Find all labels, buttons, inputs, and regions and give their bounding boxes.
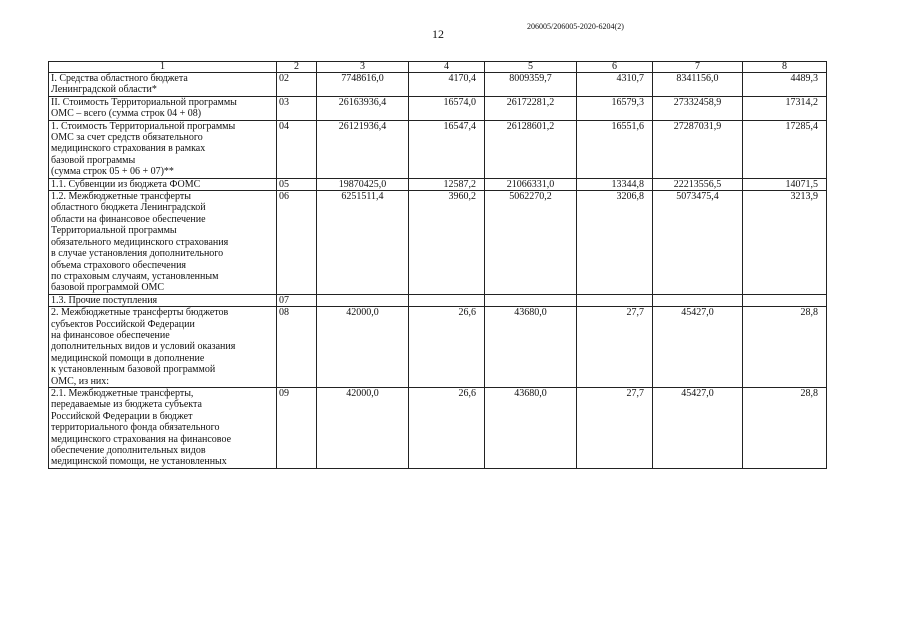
row-value-col-3: 19870425,0 xyxy=(317,178,409,190)
row-value-col-8: 17285,4 xyxy=(743,120,827,178)
row-value-col-8 xyxy=(743,294,827,306)
column-header-1: 1 xyxy=(49,62,277,73)
column-header-4: 4 xyxy=(409,62,485,73)
row-code: 09 xyxy=(277,387,317,468)
row-name: 1. Стоимость Территориальной программы ОМС за счет средств обязательного медицинского страхования в рамках базовой программы (сумма строк 05 + 06 + 07)** xyxy=(49,120,277,178)
row-value-col-5: 26172281,2 xyxy=(485,96,577,120)
row-value-col-8: 28,8 xyxy=(743,307,827,388)
row-value-col-4: 26,6 xyxy=(409,307,485,388)
table-row xyxy=(49,387,827,468)
row-value-col-3: 42000,0 xyxy=(317,387,409,468)
row-name: II. Стоимость Территориальной программы ОМС – всего (сумма строк 04 + 08) xyxy=(49,96,277,120)
row-value-col-6: 3206,8 xyxy=(577,191,653,295)
row-value-col-5: 8009359,7 xyxy=(485,73,577,97)
table-row xyxy=(49,73,827,97)
row-name: 1.1. Субвенции из бюджета ФОМС xyxy=(49,178,277,190)
row-value-col-4: 12587,2 xyxy=(409,178,485,190)
row-name: 1.2. Межбюджетные трансферты областного бюджета Ленинградской области на финансовое обеспечение Территориальной программы обязательного медицинского страхования в случае установления дополнительного объема страхового обеспечения по страховым случаям, установленным базовой программой ОМС xyxy=(49,191,277,295)
table-row xyxy=(49,294,827,306)
row-value-col-8: 28,8 xyxy=(743,387,827,468)
row-value-col-7: 27332458,9 xyxy=(653,96,743,120)
row-code: 08 xyxy=(277,307,317,388)
row-value-col-7 xyxy=(653,294,743,306)
document-code: 206005/206005-2020-6204(2) xyxy=(527,22,624,31)
row-value-col-8: 17314,2 xyxy=(743,96,827,120)
row-code: 04 xyxy=(277,120,317,178)
row-value-col-6 xyxy=(577,294,653,306)
row-name: 2.1. Межбюджетные трансферты, передаваемые из бюджета субъекта Российской Федерации в бюджет территориального фонда обязательного медицинского страхования на финансовое обеспечение дополнительных видов медицинской помощи, не установленных xyxy=(49,387,277,468)
row-value-col-3 xyxy=(317,294,409,306)
row-value-col-4: 16574,0 xyxy=(409,96,485,120)
row-value-col-4: 26,6 xyxy=(409,387,485,468)
row-value-col-3: 7748616,0 xyxy=(317,73,409,97)
row-value-col-7: 5073475,4 xyxy=(653,191,743,295)
row-value-col-6: 27,7 xyxy=(577,387,653,468)
column-header-6: 6 xyxy=(577,62,653,73)
row-value-col-6: 13344,8 xyxy=(577,178,653,190)
row-code: 07 xyxy=(277,294,317,306)
budget-table xyxy=(48,61,827,469)
row-name: 1.3. Прочие поступления xyxy=(49,294,277,306)
table-row xyxy=(49,191,827,295)
row-name: 2. Межбюджетные трансферты бюджетов субъектов Российской Федерации на финансовое обеспечение дополнительных видов и условий оказания медицинской помощи в дополнение к установленным базовой программой ОМС, из них: xyxy=(49,307,277,388)
row-value-col-3: 26163936,4 xyxy=(317,96,409,120)
row-value-col-8: 14071,5 xyxy=(743,178,827,190)
row-value-col-8: 4489,3 xyxy=(743,73,827,97)
row-value-col-5: 43680,0 xyxy=(485,387,577,468)
table-body xyxy=(49,73,827,469)
row-value-col-7: 22213556,5 xyxy=(653,178,743,190)
table-row xyxy=(49,120,827,178)
row-value-col-5: 43680,0 xyxy=(485,307,577,388)
column-header-8: 8 xyxy=(743,62,827,73)
row-value-col-5: 26128601,2 xyxy=(485,120,577,178)
row-value-col-6: 16579,3 xyxy=(577,96,653,120)
table-row xyxy=(49,96,827,120)
column-header-7: 7 xyxy=(653,62,743,73)
row-value-col-6: 4310,7 xyxy=(577,73,653,97)
row-value-col-5: 5062270,2 xyxy=(485,191,577,295)
row-value-col-4 xyxy=(409,294,485,306)
row-value-col-4: 16547,4 xyxy=(409,120,485,178)
column-header-5: 5 xyxy=(485,62,577,73)
table-header-row xyxy=(49,62,827,73)
row-name: I. Средства областного бюджета Ленинградской области* xyxy=(49,73,277,97)
row-value-col-3: 42000,0 xyxy=(317,307,409,388)
row-code: 05 xyxy=(277,178,317,190)
column-header-2: 2 xyxy=(277,62,317,73)
row-code: 06 xyxy=(277,191,317,295)
row-value-col-4: 3960,2 xyxy=(409,191,485,295)
row-value-col-7: 8341156,0 xyxy=(653,73,743,97)
row-value-col-7: 45427,0 xyxy=(653,307,743,388)
row-value-col-4: 4170,4 xyxy=(409,73,485,97)
row-value-col-6: 16551,6 xyxy=(577,120,653,178)
page-number: 12 xyxy=(432,27,444,41)
row-value-col-3: 6251511,4 xyxy=(317,191,409,295)
column-header-3: 3 xyxy=(317,62,409,73)
row-value-col-6: 27,7 xyxy=(577,307,653,388)
row-value-col-7: 27287031,9 xyxy=(653,120,743,178)
table-row xyxy=(49,307,827,388)
row-code: 02 xyxy=(277,73,317,97)
row-code: 03 xyxy=(277,96,317,120)
row-value-col-3: 26121936,4 xyxy=(317,120,409,178)
row-value-col-5 xyxy=(485,294,577,306)
table-row xyxy=(49,178,827,190)
row-value-col-8: 3213,9 xyxy=(743,191,827,295)
row-value-col-7: 45427,0 xyxy=(653,387,743,468)
row-value-col-5: 21066331,0 xyxy=(485,178,577,190)
